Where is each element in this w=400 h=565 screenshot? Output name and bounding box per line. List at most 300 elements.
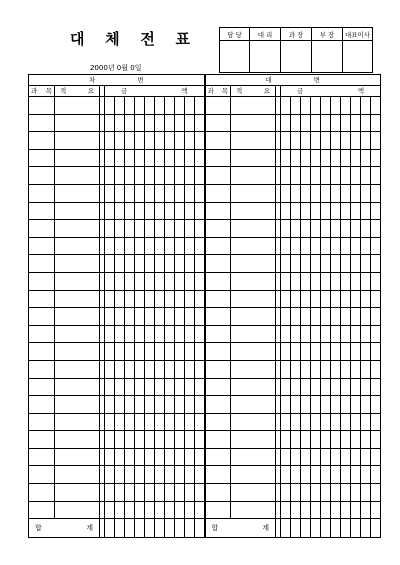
credit-amount-digit[interactable] [301, 484, 311, 502]
debit-amount-digit[interactable] [165, 360, 175, 378]
debit-amount-digit[interactable] [135, 272, 145, 290]
credit-amount-digit[interactable] [301, 167, 311, 185]
credit-desc-cell[interactable] [231, 325, 276, 343]
credit-amount-digit[interactable] [311, 343, 321, 361]
debit-amount-digit[interactable] [135, 220, 145, 238]
credit-amount-digit[interactable] [301, 325, 311, 343]
credit-account-cell[interactable] [205, 114, 231, 132]
debit-amount-digit[interactable] [155, 448, 165, 466]
debit-amount-digit[interactable] [115, 220, 125, 238]
debit-account-cell[interactable] [29, 448, 55, 466]
debit-amount-digit[interactable] [115, 290, 125, 308]
debit-desc-cell[interactable] [55, 484, 100, 502]
credit-amount-digit[interactable] [351, 184, 361, 202]
credit-amount-digit[interactable] [361, 413, 371, 431]
credit-amount-digit[interactable] [331, 184, 341, 202]
credit-amount-digit[interactable] [361, 167, 371, 185]
credit-amount-digit[interactable] [331, 343, 341, 361]
credit-amount-digit[interactable] [311, 97, 321, 115]
credit-amount-digit[interactable] [291, 97, 301, 115]
credit-amount-digit[interactable] [311, 308, 321, 326]
credit-total-digit[interactable] [301, 519, 311, 538]
credit-amount-digit[interactable] [301, 202, 311, 220]
credit-amount-digit[interactable] [291, 396, 301, 414]
debit-amount-digit[interactable] [135, 343, 145, 361]
credit-amount-digit[interactable] [301, 132, 311, 150]
debit-amount-digit[interactable] [165, 255, 175, 273]
debit-amount-digit[interactable] [115, 255, 125, 273]
credit-amount-digit[interactable] [361, 184, 371, 202]
credit-amount-digit[interactable] [351, 290, 361, 308]
credit-amount-digit[interactable] [291, 184, 301, 202]
debit-amount-digit[interactable] [185, 413, 195, 431]
credit-amount-digit[interactable] [361, 97, 371, 115]
debit-amount-digit[interactable] [185, 343, 195, 361]
credit-amount-digit[interactable] [341, 343, 351, 361]
debit-amount-digit[interactable] [125, 325, 135, 343]
credit-amount-digit[interactable] [361, 501, 371, 519]
credit-amount-digit[interactable] [311, 167, 321, 185]
credit-amount-digit[interactable] [361, 237, 371, 255]
credit-amount-digit[interactable] [311, 413, 321, 431]
debit-amount-digit[interactable] [165, 272, 175, 290]
debit-amount-digit[interactable] [115, 413, 125, 431]
credit-amount-digit[interactable] [331, 484, 341, 502]
debit-desc-cell[interactable] [55, 167, 100, 185]
debit-amount-digit[interactable] [145, 466, 155, 484]
debit-amount-digit[interactable] [125, 501, 135, 519]
debit-amount-digit[interactable] [145, 237, 155, 255]
credit-amount-digit[interactable] [341, 184, 351, 202]
debit-amount-digit[interactable] [165, 501, 175, 519]
debit-amount-digit[interactable] [105, 149, 115, 167]
credit-amount-digit[interactable] [301, 308, 311, 326]
credit-account-cell[interactable] [205, 360, 231, 378]
credit-amount-digit[interactable] [291, 290, 301, 308]
credit-desc-cell[interactable] [231, 484, 276, 502]
debit-amount-digit[interactable] [155, 184, 165, 202]
debit-amount-digit[interactable] [105, 466, 115, 484]
credit-amount-digit[interactable] [351, 202, 361, 220]
credit-amount-digit[interactable] [281, 378, 291, 396]
credit-amount-digit[interactable] [291, 255, 301, 273]
credit-amount-digit[interactable] [281, 184, 291, 202]
debit-amount-digit[interactable] [135, 484, 145, 502]
debit-amount-digit[interactable] [135, 413, 145, 431]
debit-amount-digit[interactable] [105, 272, 115, 290]
credit-amount-digit[interactable] [281, 167, 291, 185]
debit-account-cell[interactable] [29, 466, 55, 484]
credit-amount-digit[interactable] [321, 484, 331, 502]
credit-amount-digit[interactable] [291, 167, 301, 185]
debit-amount-digit[interactable] [125, 272, 135, 290]
debit-amount-digit[interactable] [185, 132, 195, 150]
credit-desc-cell[interactable] [231, 237, 276, 255]
credit-amount-digit[interactable] [311, 220, 321, 238]
credit-amount-digit[interactable] [301, 501, 311, 519]
debit-account-cell[interactable] [29, 396, 55, 414]
credit-amount-digit[interactable] [351, 466, 361, 484]
credit-total-digit[interactable] [291, 519, 301, 538]
debit-amount-digit[interactable] [185, 484, 195, 502]
debit-account-cell[interactable] [29, 272, 55, 290]
credit-desc-cell[interactable] [231, 396, 276, 414]
debit-amount-digit[interactable] [115, 484, 125, 502]
debit-amount-digit[interactable] [125, 413, 135, 431]
debit-total-digit[interactable] [155, 519, 165, 538]
credit-account-cell[interactable] [205, 466, 231, 484]
credit-amount-digit[interactable] [291, 308, 301, 326]
credit-amount-digit[interactable] [281, 484, 291, 502]
debit-amount-digit[interactable] [105, 114, 115, 132]
debit-amount-digit[interactable] [135, 378, 145, 396]
credit-amount-digit[interactable] [331, 149, 341, 167]
debit-amount-digit[interactable] [155, 114, 165, 132]
debit-amount-digit[interactable] [175, 167, 185, 185]
debit-amount-digit[interactable] [145, 290, 155, 308]
credit-desc-cell[interactable] [231, 149, 276, 167]
credit-amount-digit[interactable] [321, 501, 331, 519]
credit-desc-cell[interactable] [231, 466, 276, 484]
debit-desc-cell[interactable] [55, 448, 100, 466]
credit-amount-digit[interactable] [291, 448, 301, 466]
credit-amount-digit[interactable] [281, 237, 291, 255]
credit-desc-cell[interactable] [231, 413, 276, 431]
debit-desc-cell[interactable] [55, 272, 100, 290]
credit-amount-digit[interactable] [291, 360, 301, 378]
credit-amount-digit[interactable] [321, 237, 331, 255]
debit-amount-digit[interactable] [185, 466, 195, 484]
debit-amount-digit[interactable] [135, 149, 145, 167]
credit-amount-digit[interactable] [341, 114, 351, 132]
debit-amount-digit[interactable] [125, 378, 135, 396]
credit-desc-cell[interactable] [231, 360, 276, 378]
debit-amount-digit[interactable] [135, 97, 145, 115]
debit-account-cell[interactable] [29, 184, 55, 202]
credit-amount-digit[interactable] [331, 308, 341, 326]
credit-desc-cell[interactable] [231, 431, 276, 449]
debit-amount-digit[interactable] [135, 466, 145, 484]
debit-amount-digit[interactable] [165, 484, 175, 502]
credit-amount-digit[interactable] [361, 132, 371, 150]
debit-amount-digit[interactable] [125, 431, 135, 449]
debit-amount-digit[interactable] [115, 149, 125, 167]
credit-amount-digit[interactable] [281, 97, 291, 115]
credit-amount-digit[interactable] [281, 448, 291, 466]
debit-amount-digit[interactable] [185, 220, 195, 238]
debit-amount-digit[interactable] [115, 308, 125, 326]
debit-amount-digit[interactable] [155, 360, 165, 378]
credit-amount-digit[interactable] [361, 343, 371, 361]
credit-amount-digit[interactable] [341, 396, 351, 414]
credit-amount-digit[interactable] [351, 501, 361, 519]
credit-amount-digit[interactable] [321, 149, 331, 167]
credit-amount-digit[interactable] [321, 255, 331, 273]
debit-amount-digit[interactable] [115, 360, 125, 378]
credit-account-cell[interactable] [205, 290, 231, 308]
credit-desc-cell[interactable] [231, 220, 276, 238]
credit-amount-digit[interactable] [351, 484, 361, 502]
credit-amount-digit[interactable] [301, 360, 311, 378]
credit-amount-digit[interactable] [301, 431, 311, 449]
credit-account-cell[interactable] [205, 202, 231, 220]
debit-total-digit[interactable] [135, 519, 145, 538]
debit-amount-digit[interactable] [175, 466, 185, 484]
credit-amount-digit[interactable] [321, 448, 331, 466]
debit-amount-digit[interactable] [115, 237, 125, 255]
debit-account-cell[interactable] [29, 167, 55, 185]
credit-account-cell[interactable] [205, 220, 231, 238]
credit-amount-digit[interactable] [321, 132, 331, 150]
debit-amount-digit[interactable] [105, 360, 115, 378]
credit-account-cell[interactable] [205, 448, 231, 466]
credit-amount-digit[interactable] [311, 396, 321, 414]
credit-amount-digit[interactable] [341, 448, 351, 466]
credit-total-digit[interactable] [331, 519, 341, 538]
credit-amount-digit[interactable] [301, 290, 311, 308]
debit-amount-digit[interactable] [135, 308, 145, 326]
debit-amount-digit[interactable] [115, 132, 125, 150]
debit-amount-digit[interactable] [175, 484, 185, 502]
debit-amount-digit[interactable] [115, 501, 125, 519]
debit-amount-digit[interactable] [145, 132, 155, 150]
debit-amount-digit[interactable] [125, 360, 135, 378]
credit-amount-digit[interactable] [281, 466, 291, 484]
debit-amount-digit[interactable] [165, 325, 175, 343]
credit-amount-digit[interactable] [281, 431, 291, 449]
debit-amount-digit[interactable] [115, 378, 125, 396]
debit-amount-digit[interactable] [135, 184, 145, 202]
credit-amount-digit[interactable] [321, 466, 331, 484]
debit-amount-digit[interactable] [135, 237, 145, 255]
credit-desc-cell[interactable] [231, 378, 276, 396]
credit-amount-digit[interactable] [321, 308, 331, 326]
credit-account-cell[interactable] [205, 378, 231, 396]
debit-amount-digit[interactable] [125, 167, 135, 185]
debit-amount-digit[interactable] [185, 448, 195, 466]
debit-amount-digit[interactable] [185, 202, 195, 220]
debit-amount-digit[interactable] [125, 396, 135, 414]
credit-amount-digit[interactable] [281, 360, 291, 378]
debit-amount-digit[interactable] [105, 325, 115, 343]
debit-account-cell[interactable] [29, 290, 55, 308]
debit-amount-digit[interactable] [105, 220, 115, 238]
debit-account-cell[interactable] [29, 413, 55, 431]
credit-amount-digit[interactable] [361, 448, 371, 466]
credit-amount-digit[interactable] [351, 360, 361, 378]
debit-amount-digit[interactable] [145, 167, 155, 185]
credit-account-cell[interactable] [205, 184, 231, 202]
debit-amount-digit[interactable] [105, 484, 115, 502]
debit-amount-digit[interactable] [105, 167, 115, 185]
debit-amount-digit[interactable] [145, 149, 155, 167]
credit-amount-digit[interactable] [311, 184, 321, 202]
debit-total-digit[interactable] [165, 519, 175, 538]
debit-desc-cell[interactable] [55, 308, 100, 326]
credit-amount-digit[interactable] [331, 448, 341, 466]
credit-account-cell[interactable] [205, 149, 231, 167]
credit-amount-digit[interactable] [331, 167, 341, 185]
credit-amount-digit[interactable] [351, 308, 361, 326]
debit-account-cell[interactable] [29, 132, 55, 150]
credit-amount-digit[interactable] [311, 501, 321, 519]
debit-amount-digit[interactable] [125, 114, 135, 132]
debit-amount-digit[interactable] [105, 343, 115, 361]
credit-amount-digit[interactable] [331, 255, 341, 273]
debit-amount-digit[interactable] [155, 255, 165, 273]
credit-amount-digit[interactable] [361, 431, 371, 449]
debit-amount-digit[interactable] [135, 325, 145, 343]
credit-total-digit[interactable] [341, 519, 351, 538]
debit-amount-digit[interactable] [115, 325, 125, 343]
debit-amount-digit[interactable] [155, 132, 165, 150]
debit-amount-digit[interactable] [125, 255, 135, 273]
debit-amount-digit[interactable] [185, 431, 195, 449]
credit-desc-cell[interactable] [231, 501, 276, 519]
credit-amount-digit[interactable] [341, 202, 351, 220]
credit-amount-digit[interactable] [291, 501, 301, 519]
credit-amount-digit[interactable] [361, 114, 371, 132]
debit-amount-digit[interactable] [145, 272, 155, 290]
credit-amount-digit[interactable] [341, 255, 351, 273]
debit-amount-digit[interactable] [125, 290, 135, 308]
credit-amount-digit[interactable] [301, 466, 311, 484]
credit-amount-digit[interactable] [351, 272, 361, 290]
credit-desc-cell[interactable] [231, 290, 276, 308]
debit-amount-digit[interactable] [165, 413, 175, 431]
credit-amount-digit[interactable] [331, 378, 341, 396]
credit-amount-digit[interactable] [291, 237, 301, 255]
credit-desc-cell[interactable] [231, 114, 276, 132]
debit-amount-digit[interactable] [125, 484, 135, 502]
credit-amount-digit[interactable] [281, 325, 291, 343]
credit-amount-digit[interactable] [361, 396, 371, 414]
debit-amount-digit[interactable] [165, 97, 175, 115]
credit-total-digit[interactable] [311, 519, 321, 538]
debit-amount-digit[interactable] [125, 237, 135, 255]
credit-amount-digit[interactable] [331, 237, 341, 255]
debit-account-cell[interactable] [29, 360, 55, 378]
credit-account-cell[interactable] [205, 272, 231, 290]
debit-desc-cell[interactable] [55, 501, 100, 519]
credit-amount-digit[interactable] [291, 114, 301, 132]
debit-amount-digit[interactable] [155, 501, 165, 519]
credit-amount-digit[interactable] [281, 114, 291, 132]
debit-amount-digit[interactable] [165, 220, 175, 238]
credit-amount-digit[interactable] [341, 431, 351, 449]
credit-amount-digit[interactable] [341, 220, 351, 238]
credit-amount-digit[interactable] [331, 114, 341, 132]
credit-desc-cell[interactable] [231, 255, 276, 273]
debit-amount-digit[interactable] [115, 272, 125, 290]
debit-account-cell[interactable] [29, 149, 55, 167]
credit-amount-digit[interactable] [311, 290, 321, 308]
credit-amount-digit[interactable] [301, 413, 311, 431]
credit-amount-digit[interactable] [291, 202, 301, 220]
debit-amount-digit[interactable] [105, 431, 115, 449]
credit-account-cell[interactable] [205, 255, 231, 273]
credit-account-cell[interactable] [205, 396, 231, 414]
credit-amount-digit[interactable] [291, 466, 301, 484]
credit-amount-digit[interactable] [321, 184, 331, 202]
debit-amount-digit[interactable] [165, 167, 175, 185]
debit-amount-digit[interactable] [175, 360, 185, 378]
debit-amount-digit[interactable] [135, 360, 145, 378]
debit-amount-digit[interactable] [165, 149, 175, 167]
credit-amount-digit[interactable] [341, 97, 351, 115]
credit-amount-digit[interactable] [311, 431, 321, 449]
credit-desc-cell[interactable] [231, 272, 276, 290]
debit-amount-digit[interactable] [125, 97, 135, 115]
debit-amount-digit[interactable] [165, 378, 175, 396]
credit-amount-digit[interactable] [331, 132, 341, 150]
debit-amount-digit[interactable] [165, 184, 175, 202]
debit-total-digit[interactable] [185, 519, 195, 538]
credit-amount-digit[interactable] [311, 202, 321, 220]
credit-amount-digit[interactable] [351, 396, 361, 414]
credit-amount-digit[interactable] [291, 431, 301, 449]
debit-amount-digit[interactable] [165, 343, 175, 361]
debit-amount-digit[interactable] [145, 448, 155, 466]
debit-amount-digit[interactable] [185, 272, 195, 290]
debit-desc-cell[interactable] [55, 431, 100, 449]
debit-amount-digit[interactable] [185, 360, 195, 378]
debit-amount-digit[interactable] [175, 149, 185, 167]
credit-amount-digit[interactable] [341, 484, 351, 502]
debit-amount-digit[interactable] [165, 114, 175, 132]
debit-amount-digit[interactable] [165, 132, 175, 150]
credit-amount-digit[interactable] [341, 149, 351, 167]
credit-amount-digit[interactable] [321, 114, 331, 132]
debit-amount-digit[interactable] [165, 202, 175, 220]
credit-amount-digit[interactable] [311, 360, 321, 378]
debit-amount-digit[interactable] [135, 132, 145, 150]
credit-total-digit[interactable] [281, 519, 291, 538]
credit-amount-digit[interactable] [311, 132, 321, 150]
debit-amount-digit[interactable] [135, 396, 145, 414]
debit-total-digit[interactable] [175, 519, 185, 538]
debit-amount-digit[interactable] [175, 378, 185, 396]
credit-amount-digit[interactable] [301, 220, 311, 238]
credit-account-cell[interactable] [205, 484, 231, 502]
debit-amount-digit[interactable] [115, 184, 125, 202]
debit-amount-digit[interactable] [115, 167, 125, 185]
credit-amount-digit[interactable] [301, 272, 311, 290]
debit-amount-digit[interactable] [115, 448, 125, 466]
debit-amount-digit[interactable] [125, 220, 135, 238]
credit-amount-digit[interactable] [281, 149, 291, 167]
credit-account-cell[interactable] [205, 431, 231, 449]
debit-amount-digit[interactable] [155, 325, 165, 343]
credit-amount-digit[interactable] [281, 413, 291, 431]
debit-amount-digit[interactable] [175, 132, 185, 150]
debit-amount-digit[interactable] [165, 237, 175, 255]
credit-amount-digit[interactable] [361, 484, 371, 502]
credit-amount-digit[interactable] [311, 448, 321, 466]
credit-amount-digit[interactable] [301, 97, 311, 115]
debit-amount-digit[interactable] [165, 466, 175, 484]
credit-amount-digit[interactable] [341, 167, 351, 185]
debit-account-cell[interactable] [29, 114, 55, 132]
debit-amount-digit[interactable] [135, 167, 145, 185]
debit-amount-digit[interactable] [145, 220, 155, 238]
debit-desc-cell[interactable] [55, 343, 100, 361]
debit-desc-cell[interactable] [55, 396, 100, 414]
credit-desc-cell[interactable] [231, 448, 276, 466]
credit-total-digit[interactable] [321, 519, 331, 538]
debit-amount-digit[interactable] [155, 466, 165, 484]
debit-amount-digit[interactable] [105, 255, 115, 273]
